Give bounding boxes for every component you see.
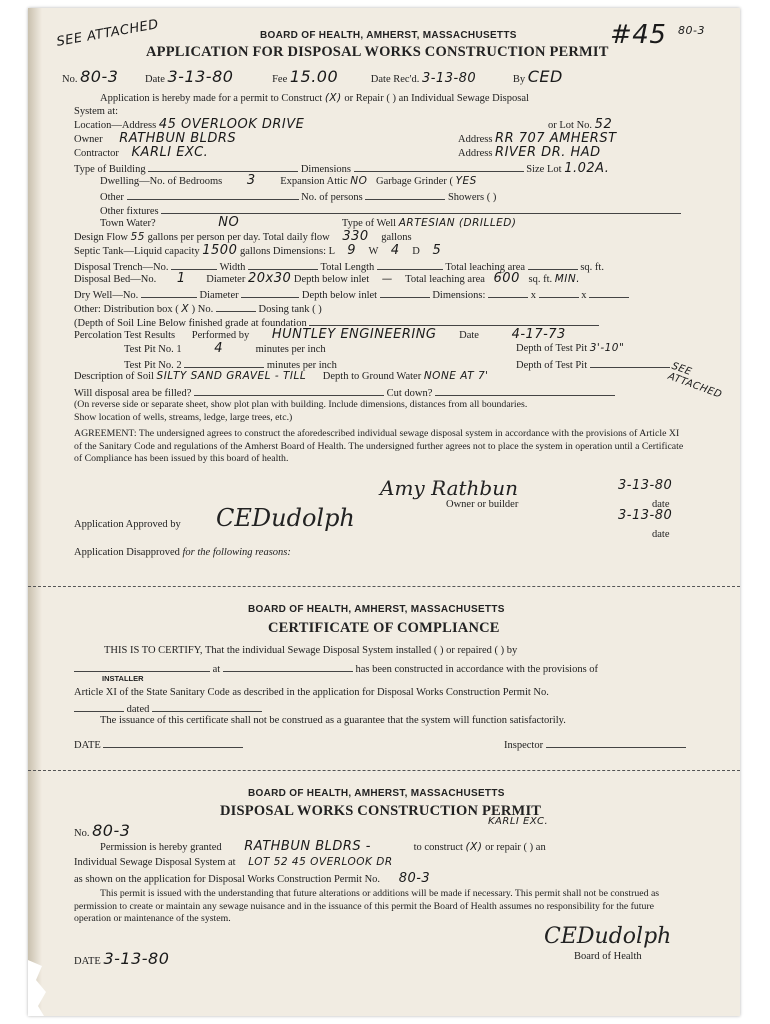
permit-document <box>28 8 740 1016</box>
permit-granted-to: RATHBUN BLDRS - <box>244 839 372 854</box>
soil-description-value: SILTY SAND GRAVEL - TILL <box>156 370 307 382</box>
torn-corner <box>28 960 58 1016</box>
owner-builder-label: Owner or builder <box>446 499 519 510</box>
application-date-received: 3-13-80 <box>421 71 477 86</box>
permit-board-header: BOARD OF HEALTH, AMHERST, MASSACHUSETTS <box>248 788 505 799</box>
permit-construct-mark: (X) <box>465 841 483 853</box>
soil-description-row: Description of Soil SILTY SAND GRAVEL - TILL Depth to Ground Water NONE AT 7' <box>74 370 489 382</box>
certificate-article-text: Article XI of the State Sanitary Code as described in the application for Disposal Works Construction Permit No. <box>74 687 549 698</box>
owner-date-label: date <box>652 499 670 510</box>
bed-leaching-value: 600 <box>493 271 520 286</box>
bed-depth-value: — <box>381 273 393 285</box>
permit-granted-row: Permission is hereby granted RATHBUN BLDRS - to construct (X) or repair ( ) an <box>100 839 546 854</box>
reverse-note-1: (On reverse side or separate sheet, show plot plan with building. Include dimensions, distances from all boundaries. <box>74 399 528 410</box>
depth-pit-2-row: Depth of Test Pit <box>516 356 670 372</box>
depth-pit-1-row: Depth of Test Pit 3'-10" <box>516 342 625 354</box>
contractor-value: KARLI EXC. <box>131 145 209 160</box>
owner-address-value: RR 707 AMHERST <box>495 131 617 146</box>
soil-line-row: (Depth of Soil Line Below finished grade at foundation <box>74 314 599 330</box>
type-well-value: ARTESIAN (DRILLED) <box>398 217 517 229</box>
permit-system-row: Individual Sewage Disposal System at LOT 52 45 OVERLOOK DR <box>74 856 393 868</box>
permit-date-row: DATE 3-13-80 <box>74 949 170 968</box>
permit-granted-extra: KARLI EXC. <box>488 816 549 827</box>
certificate-board-header: BOARD OF HEALTH, AMHERST, MASSACHUSETTS <box>248 604 505 615</box>
margin-note-see-attached: SEE ATTACHED <box>55 17 160 50</box>
septic-depth-value: 5 <box>432 243 442 258</box>
certificate-inspector-row: Inspector <box>504 736 686 752</box>
margin-note-side: SEE ATTACHED <box>666 360 724 401</box>
application-date: 3-13-80 <box>167 67 234 86</box>
board-signature: CEDudolph <box>544 924 672 949</box>
septic-row: Septic Tank—Liquid capacity 1500 gallons Dimensions: L 9 W 4 D 5 <box>74 243 442 258</box>
application-received-by: CED <box>527 67 563 86</box>
application-number: 80-3 <box>80 67 119 86</box>
owner-value: RATHBUN BLDRS <box>119 131 237 146</box>
approver-signature: CEDudolph <box>216 504 355 532</box>
agreement-text: AGREEMENT: The undersigned agrees to construct the aforedescribed individual sewage disposal system in accordance with the provisions of Article XI of the Sanitary Code and regulations of the Amherst Board of Health. The undersigned further agrees not to place the system in operation until a Certificate of Compliance has been issued by this board of health. <box>74 428 684 464</box>
owner-row: Owner RATHBUN BLDRS <box>74 131 237 146</box>
test-pit-2-row: Test Pit No. 2 minutes per inch <box>124 356 337 372</box>
permit-shown-row: as shown on the application for Disposal Works Construction Permit No. 80-3 <box>74 871 431 886</box>
permit-issued-text: This permit is issued with the understanding that future alterations or additions will be made if necessary. This permit shall not be construed as permission to create or maintain any sewage nuisance and in the issuance of this permit the Board of Health assumes no responsibility for the future operation or maintenance of the system. <box>74 888 660 924</box>
installer-label: INSTALLER <box>102 674 144 683</box>
septic-capacity-value: 1500 <box>202 243 238 258</box>
certificate-dated-row: dated <box>74 700 262 716</box>
certificate-title: CERTIFICATE OF COMPLIANCE <box>268 620 500 636</box>
approved-date: 3-13-80 <box>618 508 673 523</box>
permit-date: 3-13-80 <box>103 949 170 968</box>
percolation-row: Percolation Test Results Performed by HUNTLEY ENGINEERING Date 4-17-73 <box>74 327 566 342</box>
performed-by-value: HUNTLEY ENGINEERING <box>271 327 437 342</box>
approved-date-label: date <box>652 529 670 540</box>
bedrooms-value: 3 <box>246 173 256 188</box>
lot-value: 52 <box>594 117 613 132</box>
owner-signature: Amy Rathbun <box>380 476 518 500</box>
location-row: Location—Address 45 OVERLOOK DRIVE <box>74 117 305 132</box>
owner-signature-date: 3-13-80 <box>618 478 673 493</box>
bed-diameter-value: 20x30 <box>247 271 292 286</box>
application-board-header: BOARD OF HEALTH, AMHERST, MASSACHUSETTS <box>260 30 517 41</box>
trench-row: Disposal Trench—No. Width Total Length Total leaching area sq. ft. <box>74 258 604 274</box>
certificate-installer-row: at has been constructed in accordance with the provisions of <box>74 660 598 676</box>
contractor-address-value: RIVER DR. HAD <box>495 145 601 160</box>
contractor-row: Contractor KARLI EXC. <box>74 145 209 160</box>
test-pit-1-row: Test Pit No. 1 4 minutes per inch <box>124 341 326 356</box>
permit-number: 80-3 <box>92 821 131 840</box>
design-flow-value: 55 <box>130 231 145 243</box>
paper-edge-shadow <box>28 8 42 1016</box>
section-separator-1 <box>28 586 740 587</box>
total-flow-value: 330 <box>342 229 369 244</box>
application-fee: 15.00 <box>289 67 339 86</box>
septic-width-value: 4 <box>390 243 400 258</box>
other-row: Other No. of persons Showers ( ) <box>100 188 496 204</box>
permit-title: DISPOSAL WORKS CONSTRUCTION PERMIT <box>220 803 542 819</box>
size-lot-value: 1.02A. <box>564 161 610 176</box>
contractor-address-row: Address RIVER DR. HAD <box>458 145 601 160</box>
filled-row: Will disposal area be filled? Cut down? <box>74 384 615 400</box>
application-number-row: No. 80-3 Date 3-13-80 Fee 15.00 Date Rec'd. 3-13-80 By CED <box>62 67 563 86</box>
town-water-value: NO <box>218 215 240 230</box>
distribution-box-mark: X <box>181 303 190 315</box>
approved-label: Application Approved by <box>74 519 181 530</box>
certificate-issuance-text: The issuance of this certificate shall not be construed as a guarantee that the system will function satisfactorily. <box>100 715 566 726</box>
disposal-bed-row: Disposal Bed—No. 1 Diameter 20x30 Depth below inlet — Total leaching area 600 sq. ft. MIN. <box>74 271 581 286</box>
septic-length-value: 9 <box>347 243 357 258</box>
dwelling-row: Dwelling—No. of Bedrooms 3 Expansion Attic NO Garbage Grinder ( YES <box>100 173 477 188</box>
permit-system-location: LOT 52 45 OVERLOOK DR <box>248 856 393 868</box>
system-at-label: System at: <box>74 106 119 117</box>
application-intro-row: Application is hereby made for a permit to Construct (X) or Repair ( ) an Individual Sewage Disposal <box>100 92 529 104</box>
depth-pit-1-value: 3'-10" <box>589 342 625 354</box>
perc-date-value: 4-17-73 <box>511 327 566 342</box>
dry-well-row: Dry Well—No. Diameter Depth below inlet Dimensions: x x <box>74 286 629 302</box>
other-fixtures-row: Other fixtures <box>100 202 681 218</box>
reverse-note-2: Show location of wells, streams, ledge, large trees, etc.) <box>74 412 293 423</box>
ground-water-value: NONE AT 7' <box>423 370 489 382</box>
certificate-date-row: DATE <box>74 736 243 752</box>
distribution-row: Other: Distribution box ( X ) No. Dosing tank ( ) <box>74 300 322 316</box>
permit-shown-number: 80-3 <box>398 871 431 886</box>
design-flow-row: Design Flow 55 gallons per person per day. Total daily flow 330 gallons <box>74 229 412 244</box>
disapproved-row: Application Disapproved for the following reasons: <box>74 547 291 558</box>
location-value: 45 OVERLOOK DRIVE <box>158 117 305 132</box>
bed-min-value: MIN. <box>554 273 581 285</box>
margin-note-number: #45 <box>610 20 667 50</box>
bed-number-value: 1 <box>176 271 186 286</box>
permit-number-row: No. 80-3 <box>74 821 131 840</box>
certificate-line-1: THIS IS TO CERTIFY, That the individual Sewage Disposal System installed ( ) or repaired ( ) by <box>104 645 518 656</box>
owner-address-row: Address RR 707 AMHERST <box>458 131 617 146</box>
margin-note-number-small: 80-3 <box>678 24 705 37</box>
expansion-attic-value: NO <box>350 175 368 187</box>
pit-1-value: 4 <box>214 341 224 356</box>
construct-checkmark: (X) <box>324 92 342 104</box>
type-building-row: Type of Building Dimensions Size Lot 1.02A. <box>74 161 610 176</box>
town-water-row: Town Water? NO Type of Well ARTESIAN (DRILLED) <box>100 215 517 230</box>
garbage-grinder-value: YES <box>455 175 477 187</box>
lot-row: or Lot No. 52 <box>548 117 613 132</box>
board-of-health-label: Board of Health <box>574 951 642 962</box>
application-title: APPLICATION FOR DISPOSAL WORKS CONSTRUCTION PERMIT <box>146 44 609 60</box>
section-separator-2 <box>28 770 740 771</box>
